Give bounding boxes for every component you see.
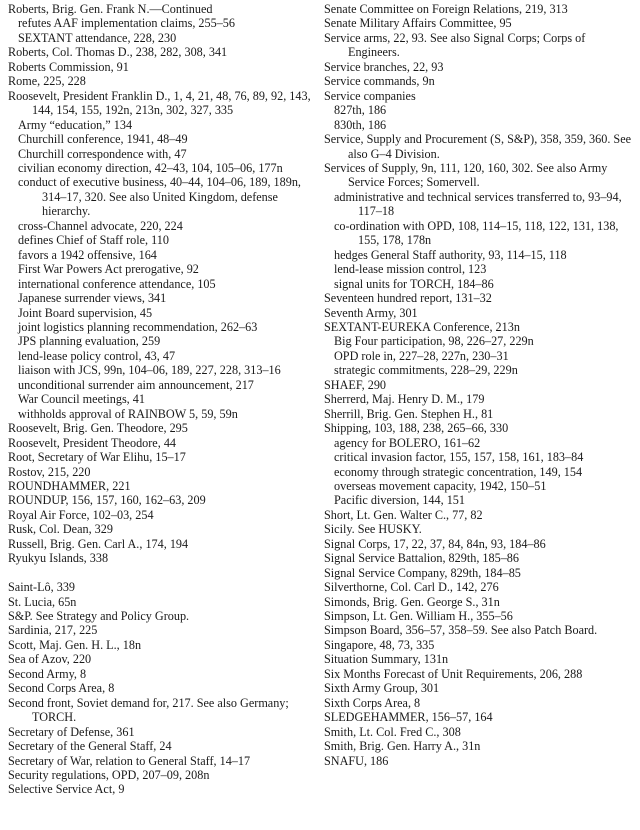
index-column-right xyxy=(324,2,638,768)
index-subentry: defines Chief of Staff role, 110 xyxy=(18,233,169,248)
index-entry: Rome, 225, 228 xyxy=(8,74,86,89)
index-entry: Rostov, 215, 220 xyxy=(8,464,91,479)
index-entry: Simonds, Brig. Gen. George S., 31n xyxy=(324,594,500,609)
index-subentry: First War Powers Act prerogative, 92 xyxy=(18,262,199,277)
index-subentry: Big Four participation, 98, 226–27, 229n xyxy=(334,334,534,349)
index-entry: Senate Military Affairs Committee, 95 xyxy=(324,16,512,31)
index-entry: Simpson, Lt. Gen. William H., 355–56 xyxy=(324,609,513,624)
index-entry: Selective Service Act, 9 xyxy=(8,782,125,797)
index-subentry: 827th, 186 xyxy=(334,103,387,118)
index-subentry: unconditional surrender aim announcement, 217 xyxy=(18,377,254,392)
index-subentry: strategic commitments, 228–29, 229n xyxy=(334,363,518,378)
index-entry: Sea of Azov, 220 xyxy=(8,652,92,667)
index-entry: Rusk, Col. Dean, 329 xyxy=(8,522,113,537)
index-subentry: Joint Board supervision, 45 xyxy=(18,305,153,320)
index-entry: Service, Supply and Procurement (S, S&P), 358, 359, 360. See also G–4 Division. xyxy=(324,132,632,161)
index-subentry: Japanese surrender views, 341 xyxy=(18,291,167,306)
index-entry: Saint-Lô, 339 xyxy=(8,580,76,595)
index-subentry: agency for BOLERO, 161–62 xyxy=(334,435,481,450)
index-subentry: War Council meetings, 41 xyxy=(18,392,145,407)
index-subentry: 830th, 186 xyxy=(334,117,387,132)
index-entry: Sherrerd, Maj. Henry D. M., 179 xyxy=(324,392,485,407)
index-entry: SLEDGEHAMMER, 156–57, 164 xyxy=(324,710,493,725)
index-subentry: co-ordination with OPD, 108, 114–15, 118, 122, 131, 138, 155, 178, 178n xyxy=(334,218,619,248)
index-entry: Service commands, 9n xyxy=(324,74,435,89)
index-entry: Second Corps Area, 8 xyxy=(8,681,115,696)
index-entry: Sixth Army Group, 301 xyxy=(324,681,440,696)
index-entry: Secretary of the General Staff, 24 xyxy=(8,739,172,754)
index-entry: Roberts, Brig. Gen. Frank N.—Continued xyxy=(8,2,213,16)
index-subentry: JPS planning evaluation, 259 xyxy=(18,334,161,349)
index-entry: Seventh Army, 301 xyxy=(324,305,418,320)
index-entry: Short, Lt. Gen. Walter C., 77, 82 xyxy=(324,507,483,522)
index-entry: Root, Secretary of War Elihu, 15–17 xyxy=(8,450,186,465)
index-entry: Sicily. See HUSKY. xyxy=(324,522,422,537)
index-entry: Sardinia, 217, 225 xyxy=(8,623,98,638)
index-entry: Ryukyu Islands, 338 xyxy=(8,551,109,566)
index-entry: Services of Supply, 9n, 111, 120, 160, 302. See also Army Service Forces; Somervell. xyxy=(324,160,608,190)
index-entry: Silverthorne, Col. Carl D., 142, 276 xyxy=(324,580,499,595)
index-subentry: Pacific diversion, 144, 151 xyxy=(334,493,465,508)
index-subentry: economy through strategic concentration, 149, 154 xyxy=(334,464,583,479)
index-entry: Roberts, Col. Thomas D., 238, 282, 308, 341 xyxy=(8,45,228,60)
index-entry: Signal Service Company, 829th, 184–85 xyxy=(324,565,521,580)
index-entry: Royal Air Force, 102–03, 254 xyxy=(8,507,154,522)
index-subentry: international conference attendance, 105 xyxy=(18,276,216,291)
index-column-left xyxy=(8,2,320,797)
index-subentry: lend-lease mission control, 123 xyxy=(334,262,487,277)
index-subentry: liaison with JCS, 99n, 104–06, 189, 227, 228, 313–16 xyxy=(18,363,281,378)
section-gap xyxy=(8,566,320,580)
index-entry: Signal Service Battalion, 829th, 185–86 xyxy=(324,551,519,566)
index-subentry: lend-lease policy control, 43, 47 xyxy=(18,348,176,363)
index-entry: Shipping, 103, 188, 238, 265–66, 330 xyxy=(324,421,509,436)
index-entry: Service branches, 22, 93 xyxy=(324,59,444,74)
index-entry: Sixth Corps Area, 8 xyxy=(324,695,421,710)
index-entry: Singapore, 48, 73, 335 xyxy=(324,637,435,652)
index-subentry: refutes AAF implementation claims, 255–56 xyxy=(18,16,235,31)
index-subentry: civilian economy direction, 42–43, 104, 105–06, 177n xyxy=(18,160,283,175)
index-entry: Service arms, 22, 93. See also Signal Corps; Corps of Engineers. xyxy=(324,30,586,60)
index-entry: Seventeen hundred report, 131–32 xyxy=(324,291,492,306)
index-entry: S&P. See Strategy and Policy Group. xyxy=(8,609,190,624)
index-entry: Situation Summary, 131n xyxy=(324,652,449,667)
index-entry: Roosevelt, Brig. Gen. Theodore, 295 xyxy=(8,421,188,436)
index-entry: Six Months Forecast of Unit Requirements, 206, 288 xyxy=(324,666,583,681)
index-entry: Smith, Brig. Gen. Harry A., 31n xyxy=(324,739,481,754)
index-entry: SNAFU, 186 xyxy=(324,753,389,768)
index-entry: Signal Corps, 17, 22, 37, 84, 84n, 93, 184–86 xyxy=(324,536,546,551)
index-entry: Second Army, 8 xyxy=(8,666,87,681)
index-subentry: SEXTANT attendance, 228, 230 xyxy=(18,30,177,45)
index-entry: ROUNDUP, 156, 157, 160, 162–63, 209 xyxy=(8,493,206,508)
index-subentry: overseas movement capacity, 1942, 150–51 xyxy=(334,478,547,493)
index-subentry: OPD role in, 227–28, 227n, 230–31 xyxy=(334,348,509,363)
index-entry: SEXTANT-EUREKA Conference, 213n xyxy=(324,319,520,334)
index-entry: Service companies xyxy=(324,88,416,103)
index-subentry: favors a 1942 offensive, 164 xyxy=(18,247,157,262)
index-subentry: signal units for TORCH, 184–86 xyxy=(334,276,494,291)
index-entry: Secretary of War, relation to General Staff, 14–17 xyxy=(8,753,251,768)
index-entry: Senate Committee on Foreign Relations, 219, 313 xyxy=(324,2,568,16)
index-subentry: Churchill conference, 1941, 48–49 xyxy=(18,132,188,147)
index-subentry: Churchill correspondence with, 47 xyxy=(18,146,187,161)
index-subentry: conduct of executive business, 40–44, 104–06, 189, 189n, 314–17, 320. See also United Kingdom, defense hierarchy. xyxy=(18,175,301,219)
index-entry: Security regulations, OPD, 207–09, 208n xyxy=(8,768,210,782)
index-subentry: administrative and technical services transferred to, 93–94, 117–18 xyxy=(334,189,622,219)
index-subentry: cross-Channel advocate, 220, 224 xyxy=(18,218,183,233)
index-entry: Roosevelt, President Franklin D., 1, 4, 21, 48, 76, 89, 92, 143, 144, 154, 155, 192n, 213n, 302, 327, 335 xyxy=(8,88,311,118)
index-entry: Roberts Commission, 91 xyxy=(8,59,129,74)
index-subentry: critical invasion factor, 155, 157, 158, 161, 183–84 xyxy=(334,450,584,465)
index-entry: Secretary of Defense, 361 xyxy=(8,724,135,739)
index-entry: St. Lucia, 65n xyxy=(8,594,77,609)
index-subentry: hedges General Staff authority, 93, 114–15, 118 xyxy=(334,247,567,262)
index-entry: Russell, Brig. Gen. Carl A., 174, 194 xyxy=(8,536,189,551)
index-entry: Smith, Lt. Col. Fred C., 308 xyxy=(324,724,461,739)
index-entry: Roosevelt, President Theodore, 44 xyxy=(8,435,177,450)
index-entry: ROUNDHAMMER, 221 xyxy=(8,478,131,493)
index-entry: Second front, Soviet demand for, 217. See also Germany; TORCH. xyxy=(8,695,289,725)
index-subentry: joint logistics planning recommendation, 262–63 xyxy=(18,319,258,334)
index-subentry: withholds approval of RAINBOW 5, 59, 59n xyxy=(18,406,238,421)
index-entry: SHAEF, 290 xyxy=(324,377,387,392)
index-entry: Simpson Board, 356–57, 358–59. See also Patch Board. xyxy=(324,623,598,638)
index-entry: Sherrill, Brig. Gen. Stephen H., 81 xyxy=(324,406,494,421)
index-subentry: Army “education,” 134 xyxy=(18,117,133,132)
index-entry: Scott, Maj. Gen. H. L., 18n xyxy=(8,637,142,652)
